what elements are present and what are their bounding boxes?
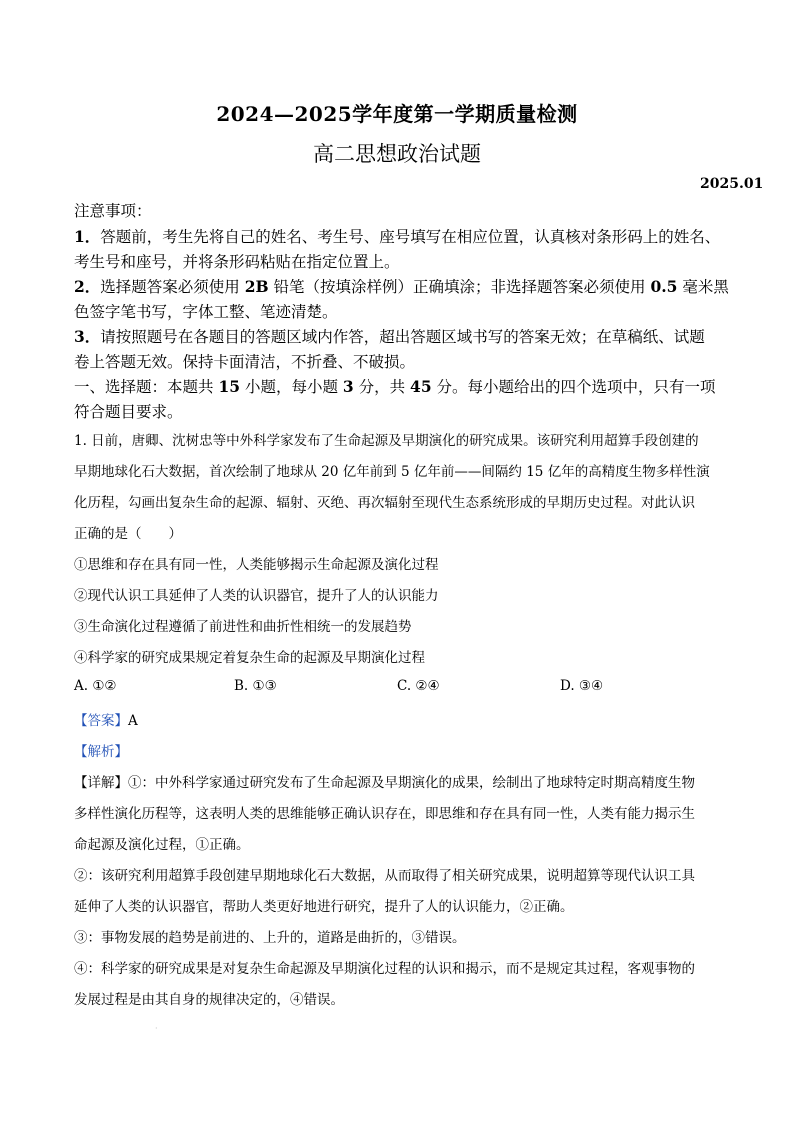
detail-line-5: 延伸了人类的认识器官，帮助人类更好地进行研究，提升了人的认识能力，②正确。	[74, 899, 574, 915]
answer-value: A	[128, 713, 138, 729]
section-heading-line-2: 符合题目要求。	[74, 403, 183, 421]
option-d: D. ③④	[560, 678, 604, 694]
scan-dot: ·	[155, 1024, 158, 1033]
statement-2: ②现代认识工具延伸了人类的认识器官，提升了人的认识能力	[74, 588, 439, 604]
detail-line-6: ③：事物发展的趋势是前进的、上升的，道路是曲折的，③错误。	[74, 930, 466, 946]
analysis-label: 【解析】	[74, 744, 128, 760]
notice-heading: 注意事项：	[74, 202, 152, 220]
notice-item-1-line-2: 考生号和座号，并将条形码粘贴在指定位置上。	[74, 253, 400, 271]
detail-line-2: 多样性演化历程等，这表明人类的思维能够正确认识存在，即思维和存在具有同一性，人类有能力揭示生	[74, 806, 695, 822]
notice-item-1-line-1: 1．答题前，考生先将自己的姓名、考生号、座号填写在相应位置，认真核对条形码上的姓名、	[74, 227, 721, 246]
exam-date: 2025.01	[700, 176, 764, 192]
notice-item-3-number: 3．	[74, 327, 101, 346]
notice-item-2-line-1: 2．选择题答案必须使用 2B 铅笔（按填涂样例）正确填涂；非选择题答案必须使用 0.5 毫米黑	[74, 277, 729, 296]
detail-line-4: ②：该研究利用超算手段创建早期地球化石大数据，从而取得了相关研究成果，说明超算等现代认识工具	[74, 868, 695, 884]
notice-item-2-line-2: 色签字笔书写，字体工整、笔迹清楚。	[74, 303, 338, 321]
statement-3: ③生命演化过程遵循了前进性和曲折性相统一的发展趋势	[74, 619, 412, 635]
notice-item-1-number: 1．	[74, 227, 101, 246]
answer-label: 【答案】	[74, 713, 128, 729]
statement-4: ④科学家的研究成果规定着复杂生命的起源及早期演化过程	[74, 650, 425, 666]
detail-line-3: 命起源及演化过程，①正确。	[74, 837, 250, 853]
detail-line-8: 发展过程是由其自身的规律决定的，④错误。	[74, 992, 344, 1008]
option-b: B. ①③	[234, 678, 277, 694]
notice-item-3-line-2: 卷上答题无效。保持卡面清洁，不折叠、不破损。	[74, 353, 416, 371]
option-c: C. ②④	[397, 678, 440, 694]
detail-line-7: ④：科学家的研究成果是对复杂生命起源及早期演化过程的认识和揭示，而不是规定其过程，客观事物的	[74, 961, 695, 977]
detail-line-1: 【详解】①：中外科学家通过研究发布了生命起源及早期演化的成果，绘制出了地球特定时期高精度生物	[74, 775, 695, 791]
answer-line	[74, 709, 138, 729]
notice-item-2-number: 2．	[74, 277, 101, 296]
statement-1: ①思维和存在具有同一性，人类能够揭示生命起源及演化过程	[74, 557, 439, 573]
exam-subtitle: 高二思想政治试题	[313, 142, 481, 166]
section-heading-line-1: 一、选择题：本题共 15 小题，每小题 3 分，共 45 分。每小题给出的四个选项中，只有一项	[74, 377, 716, 396]
title-year: 2024—2025	[216, 102, 353, 126]
option-a: A. ①②	[74, 678, 117, 694]
exam-title	[0, 98, 794, 127]
title-text: 学年度第一学期质量检测	[352, 102, 578, 126]
detail-label: 【详解】	[74, 775, 128, 791]
notice-item-3-line-1: 3．请按照题号在各题目的答题区域内作答，超出答题区域书写的答案无效；在草稿纸、试题	[74, 327, 705, 346]
question-stem-line-2: 早期地球化石大数据，首次绘制了地球从 20 亿年前到 5 亿年前——间隔约 15 亿年的高精度生物多样性演	[74, 464, 710, 480]
question-stem-line-4: 正确的是（ ）	[74, 526, 182, 542]
question-stem-line-3: 化历程，勾画出复杂生命的起源、辐射、灭绝、再次辐射至现代生态系统形成的早期历史过程。对此认识	[74, 495, 695, 511]
question-stem-line-1: 1. 日前，唐卿、沈树忠等中外科学家发布了生命起源及早期演化的研究成果。该研究利用超算手段创建的	[74, 433, 699, 449]
